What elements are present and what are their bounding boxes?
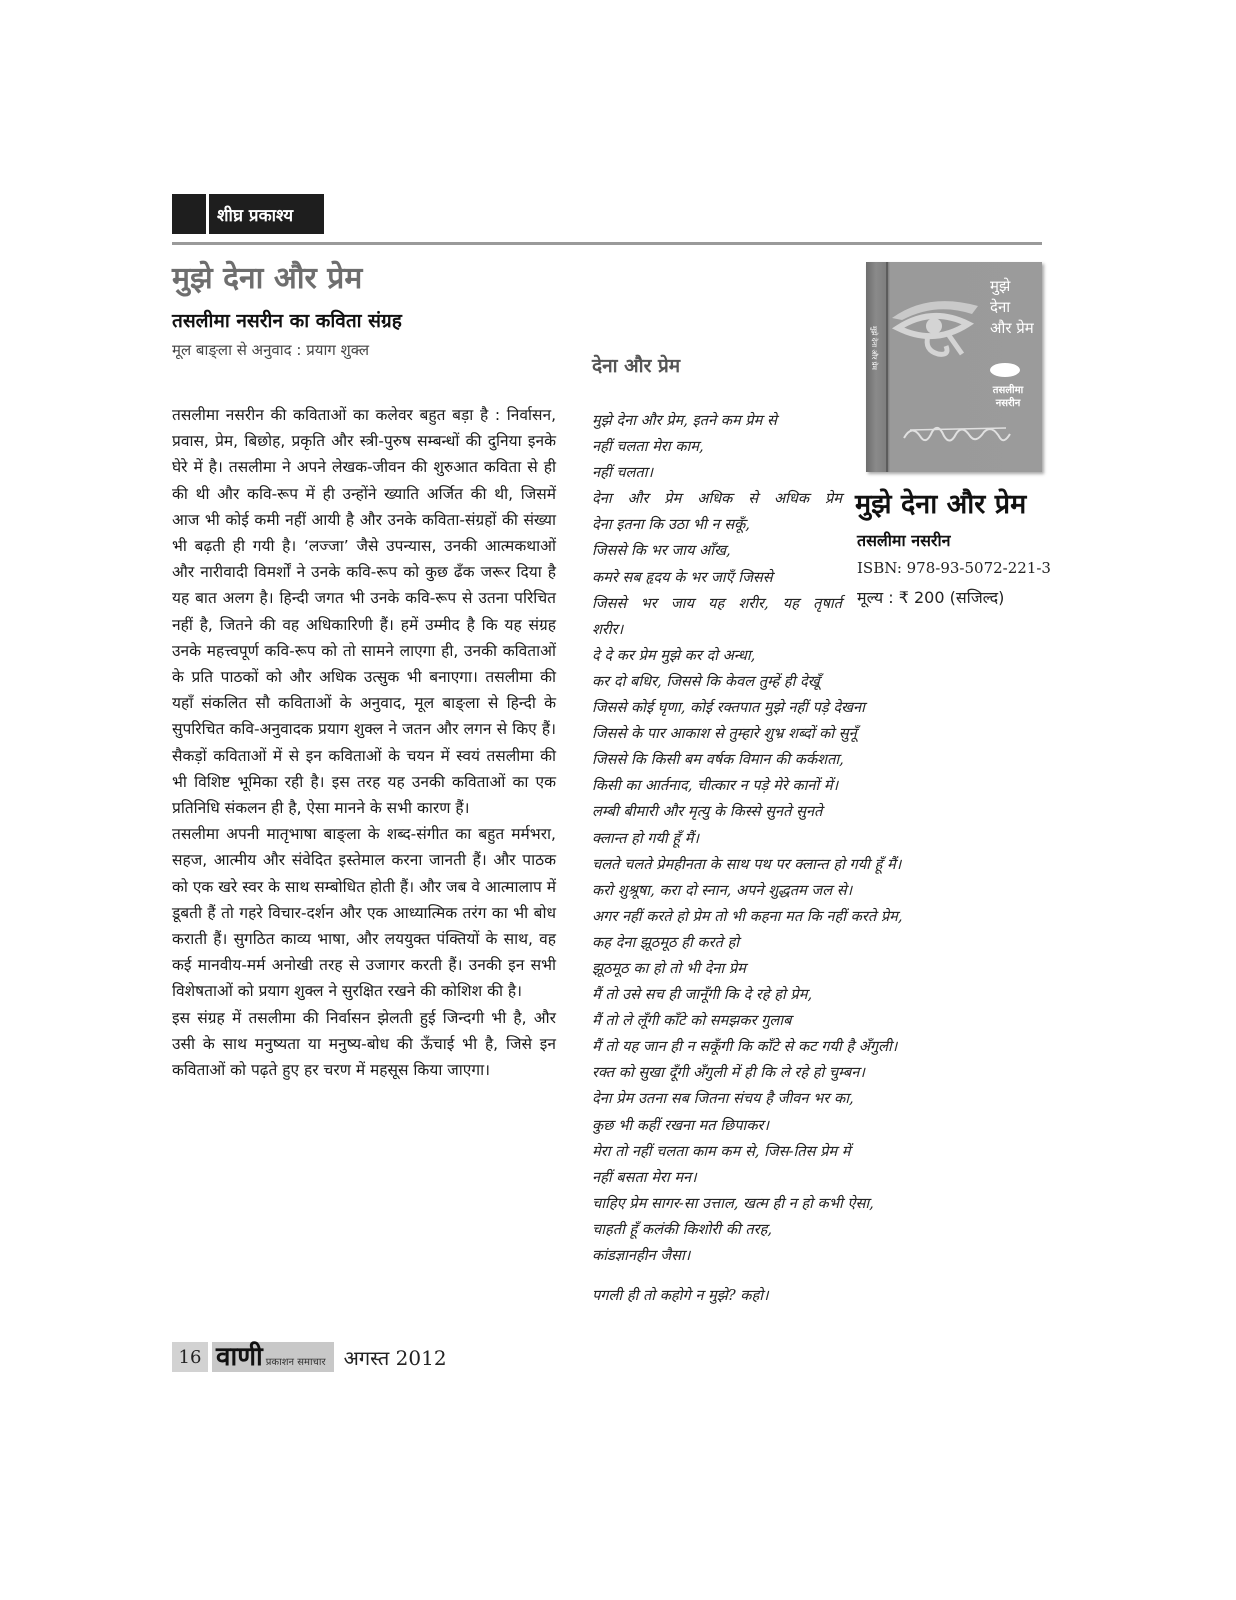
poem-line: देना इतना कि उठा भी न सकूँ, [592,516,750,534]
poem-line: जिससे कि भर जाय आँख, [592,542,731,560]
section-tab [172,194,324,234]
header-rule [172,242,1042,245]
poem-line: किसी का आर्तनाद, चीत्कार न पड़े मेरे कानों में। [592,777,839,795]
publisher-logo [212,1342,334,1372]
poem-line: नहीं चलता। [592,464,654,482]
poem-line: मैं तो ले लूँगी काँटे को समझकर गुलाब [592,1012,792,1030]
poem-line: लम्बी बीमारी और मृत्यु के किस्से सुनते सुनते [592,803,823,821]
article-paragraph: तसलीमा अपनी मातृभाषा बाङ्ला के शब्द-संगीत का बहुत मर्मभरा, सहज, आत्मीय और संवेदित इस्तेमाल करना जानती हैं। और पाठक को एक खरे स्वर के साथ सम्बोधित होती हैं। और जब वे आत्मालाप में डूबती हैं तो गहरे विचार-दर्शन और एक आध्यात्मिक तरंग का भी बोध कराती हैं। सुगठित काव्य भाषा, और लययुक्त पंक्तियों के साथ, वह कई मानवीय-मर्म अनोखी तरह से उजागर करती हैं। उनकी इन सभी विशेषताओं को प्रयाग शुक्ल ने सुरक्षित रखने की कोशिश की है। [172,825,556,1001]
poem-line: मैं तो उसे सच ही जानूँगी कि दे रहे हो प्रेम, [592,986,813,1004]
poem-line: चाहिए प्रेम सागर-सा उत्ताल, खत्म ही न हो कभी ऐसा, [592,1194,874,1212]
eye-of-horus-icon [888,288,984,360]
poem-line: कह देना झूठमूठ ही करते हो [592,933,740,951]
poem-line: झूठमूठ का हो तो भी देना प्रेम [592,959,746,977]
issue-date: अगस्त 2012 [343,1345,447,1370]
book-author: तसलीमा नसरीन [857,531,951,550]
poem-line: शरीर। [592,620,624,638]
article-subtitle: तसलीमा नसरीन का कविता संग्रह [172,310,402,332]
cover-spine-title: मुझे देना और प्रेम [870,326,878,370]
article-paragraph: तसलीमा नसरीन की कविताओं का कलेवर बहुत बड़ा है : निर्वासन, प्रवास, प्रेम, बिछोह, प्रकृति और स्त्री-पुरुष सम्बन्धों की दुनिया इनके घेरे में है। तसलीमा ने अपने लेखक-जीवन की शुरुआत कविता से ही की थी और कवि-रूप में ही उन्होंने ख्याति अर्जित की थी, जिसमें आज भी कोई कमी नहीं आयी है और उनके कविता-संग्रहों की संख्या भी बढ़ती ही गयी है। ‘लज्जा’ जैसे उपन्यास, उनकी आत्मकथाओं और नारीवादी विमर्शों ने उनके कवि-रूप को कुछ ढँक जरूर दिया है यह बात अलग है। हिन्दी जगत भी उनके कवि-रूप से उतना परिचित नहीं है, जितने की वह अधिकारिणी हैं। हमें उम्मीद है कि यह संग्रह उनके महत्त्वपूर्ण कवि-रूप को तो सामने लाएगा ही, उनकी कविताओं के प्रति पाठकों को और अधिक उत्सुक भी बनाएगा। तसलीमा की यहाँ संकलित सौ कविताओं के अनुवाद, मूल बाङ्ला से हिन्दी के सुपरिचित कवि-अनुवादक प्रयाग शुक्ल ने जतन और लगन से किए हैं। सैकड़ों कविताओं में से इन कविताओं के चयन में स्वयं तसलीमा की भी विशिष्ट भूमिका रही है। इस तरह यह उनकी कविताओं का एक प्रतिनिधि संकलन ही है, ऐसा मानने के सभी कारण हैं। [172,406,556,818]
poem-line: चलते चलते प्रेमहीनता के साथ पथ पर क्लान्त हो गयी हूँ मैं। [592,855,902,873]
cover-dot [990,363,1020,377]
poem-line: कांडज्ञानहीन जैसा। [592,1247,691,1264]
book-price: मूल्य : ₹ 200 (सजिल्द) [857,588,1005,607]
section-tab-block [172,194,206,234]
translator-credit: मूल बाङ्ला से अनुवाद : प्रयाग शुक्ल [172,341,370,359]
cover-title: मुझे देना और प्रेम [990,277,1034,337]
poem-line: नहीं बसता मेरा मन। [592,1168,697,1186]
poem-line: मुझे देना और प्रेम, इतने कम प्रेम से [592,412,777,429]
poem-line: कर दो बधिर, जिससे कि केवल तुम्हें ही देखूँ [592,672,820,690]
poem-line: देना प्रेम उतना सब जितना संचय है जीवन भर का, [592,1090,854,1108]
poem-line: क्लान्त हो गयी हूँ मैं। [592,829,699,847]
poem-line: मेरा तो नहीं चलता काम कम से, जिस-तिस प्रेम में [592,1142,851,1160]
signature-icon [902,420,1012,450]
poem-line: अगर नहीं करते हो प्रेम तो भी कहना मत कि नहीं करते प्रेम, [592,907,903,925]
poem-last-line: पगली ही तो कहोगे न मुझे? कहो। [592,1287,769,1305]
book-isbn: ISBN: 978-93-5072-221-3 [857,559,1051,577]
poem-title: देना और प्रेम [592,355,681,377]
poem-line: कुछ भी कहीं रखना मत छिपाकर। [592,1116,770,1134]
poem-line: करो शुश्रूषा, करा दो स्नान, अपने शुद्धतम जल से। [592,881,853,899]
cover-author: तसलीमा नसरीन [992,385,1024,409]
page-footer [172,1342,447,1372]
poem-line: जिससे के पार आकाश से तुम्हारे शुभ्र शब्दों को सुनूँ [592,725,857,743]
publisher-name: वाणी [216,1342,263,1372]
section-label: शीघ्र प्रकाश्य [209,194,324,234]
book-title: मुझे देना और प्रेम [855,489,1027,520]
poem-line: जिससे कि किसी बम वर्षक विमान की कर्कशता, [592,751,844,769]
poem-line: देना और प्रेम अधिक से अधिक प्रेम [592,490,842,508]
publisher-subtitle: प्रकाशन समाचार [265,1357,326,1368]
poem-line: जिससे भर जाय यह शरीर, यह तृषार्त [592,594,842,612]
article-paragraph: इस संग्रह में तसलीमा की निर्वासन झेलती हुई जिन्दगी भी है, और उसी के साथ मनुष्यता या मनुष्य-बोध की ऊँचाई भी है, जिसे इन कविताओं को पढ़ते हुए हर चरण में महसूस किया जाएगा। [172,1008,556,1080]
article-title: मुझे देना और प्रेम [172,261,363,296]
poem-line: रक्त को सुखा दूँगी अँगुली में ही कि ले रहे हो चुम्बन। [592,1064,865,1082]
article-body [172,402,556,1083]
book-cover [866,262,1042,472]
poem-line: दे दे कर प्रेम मुझे कर दो अन्धा, [592,646,756,664]
poem-line: चाहती हूँ कलंकी किशोरी की तरह, [592,1220,773,1238]
poem-line: कमरे सब हृदय के भर जाएँ जिससे [592,568,773,586]
poem-line: मैं तो यह जान ही न सकूँगी कि काँटे से कट गयी है अँगुली। [592,1038,898,1056]
poem-line: जिससे कोई घृणा, कोई रक्तपात मुझे नहीं पड़े देखना [592,699,865,717]
page-number: 16 [172,1342,208,1372]
poem-line: नहीं चलता मेरा काम, [592,438,704,456]
